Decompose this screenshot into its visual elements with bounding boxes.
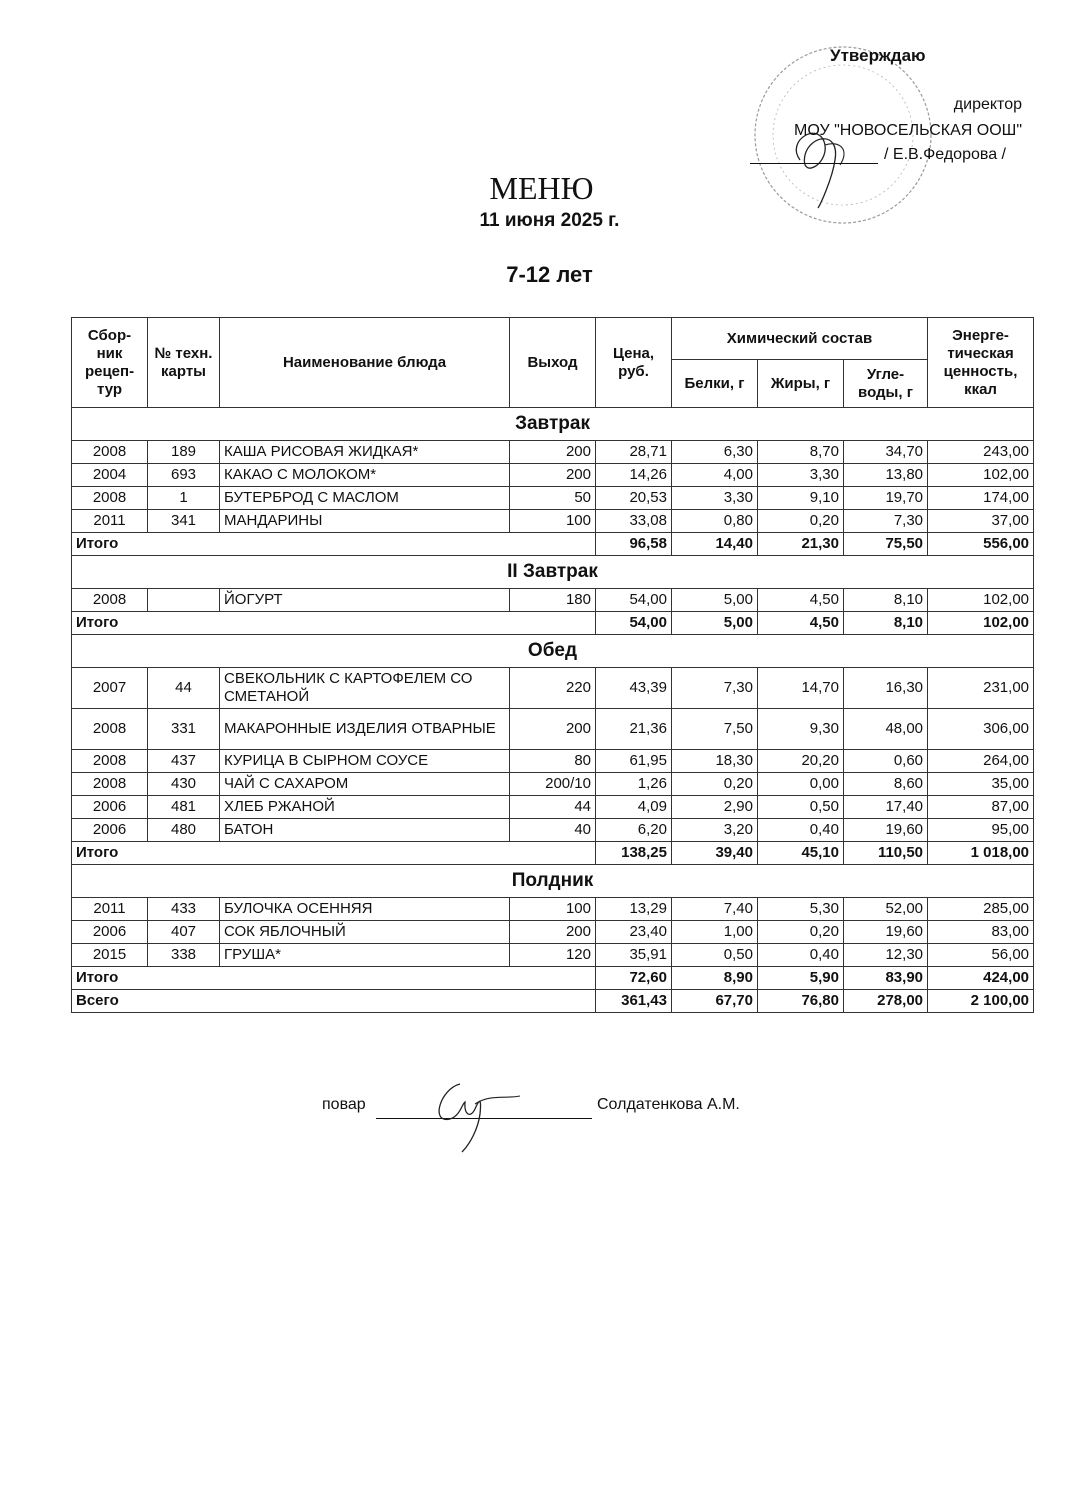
total-fat: 4,50: [758, 612, 844, 635]
cell-fat: 0,20: [758, 510, 844, 533]
col-protein: Белки, г: [672, 360, 758, 408]
cell-card: 430: [148, 773, 220, 796]
cell-fat: 8,70: [758, 441, 844, 464]
cell-dish: СОК ЯБЛОЧНЫЙ: [220, 921, 510, 944]
cell-collection: 2006: [72, 921, 148, 944]
cook-name: Солдатенкова А.М.: [597, 1096, 740, 1113]
cell-yield: 100: [510, 898, 596, 921]
cell-card: [148, 589, 220, 612]
total-label: Итого: [72, 842, 596, 865]
cell-protein: 3,20: [672, 819, 758, 842]
cell-protein: 7,40: [672, 898, 758, 921]
col-energy: Энерге-тическая ценность, ккал: [928, 318, 1034, 408]
table-row: [72, 487, 1034, 510]
cell-energy: 83,00: [928, 921, 1034, 944]
cell-protein: 2,90: [672, 796, 758, 819]
cell-card: 189: [148, 441, 220, 464]
cell-protein: 3,30: [672, 487, 758, 510]
cook-role: повар: [322, 1096, 366, 1113]
grand-total-fat: 76,80: [758, 990, 844, 1013]
total-price: 138,25: [596, 842, 672, 865]
table-row: [72, 819, 1034, 842]
cell-fat: 0,40: [758, 819, 844, 842]
table-row: [72, 898, 1034, 921]
table-row: [72, 510, 1034, 533]
total-protein: 14,40: [672, 533, 758, 556]
cell-card: 1: [148, 487, 220, 510]
cell-yield: 50: [510, 487, 596, 510]
cell-yield: 180: [510, 589, 596, 612]
total-price: 72,60: [596, 967, 672, 990]
cell-price: 6,20: [596, 819, 672, 842]
cell-yield: 200: [510, 441, 596, 464]
cell-energy: 102,00: [928, 589, 1034, 612]
total-carbs: 83,90: [844, 967, 928, 990]
table-row: [72, 441, 1034, 464]
cell-energy: 95,00: [928, 819, 1034, 842]
cell-energy: 243,00: [928, 441, 1034, 464]
cell-fat: 0,50: [758, 796, 844, 819]
cell-price: 13,29: [596, 898, 672, 921]
cell-price: 23,40: [596, 921, 672, 944]
cell-price: 43,39: [596, 668, 672, 709]
cell-yield: 120: [510, 944, 596, 967]
table-row: [72, 796, 1034, 819]
section-title: Обед: [72, 635, 1034, 668]
cell-card: 407: [148, 921, 220, 944]
total-carbs: 110,50: [844, 842, 928, 865]
cook-signature: [420, 1074, 530, 1154]
menu-body: [72, 408, 1034, 1013]
total-price: 54,00: [596, 612, 672, 635]
cell-yield: 220: [510, 668, 596, 709]
table-row: [72, 464, 1034, 487]
table-row: [72, 773, 1034, 796]
cell-yield: 200: [510, 921, 596, 944]
cell-dish: ЙОГУРТ: [220, 589, 510, 612]
cell-collection: 2008: [72, 441, 148, 464]
cell-price: 61,95: [596, 750, 672, 773]
cell-dish: КУРИЦА В СЫРНОМ СОУСЕ: [220, 750, 510, 773]
cell-fat: 9,30: [758, 709, 844, 750]
grand-total-protein: 67,70: [672, 990, 758, 1013]
table-row: [72, 589, 1034, 612]
approval-name: / Е.В.Федорова /: [884, 146, 1006, 163]
total-fat: 5,90: [758, 967, 844, 990]
cell-collection: 2008: [72, 589, 148, 612]
total-energy: 424,00: [928, 967, 1034, 990]
cell-yield: 40: [510, 819, 596, 842]
table-row: [72, 944, 1034, 967]
cell-energy: 174,00: [928, 487, 1034, 510]
grand-total-label: Всего: [72, 990, 596, 1013]
menu-date: 11 июня 2025 г.: [479, 210, 620, 231]
cell-price: 20,53: [596, 487, 672, 510]
cell-card: 331: [148, 709, 220, 750]
cell-energy: 37,00: [928, 510, 1034, 533]
cell-collection: 2007: [72, 668, 148, 709]
cell-fat: 4,50: [758, 589, 844, 612]
cell-collection: 2008: [72, 487, 148, 510]
total-label: Итого: [72, 967, 596, 990]
total-row: [72, 612, 1034, 635]
cell-dish: МАНДАРИНЫ: [220, 510, 510, 533]
cell-protein: 5,00: [672, 589, 758, 612]
total-row: [72, 533, 1034, 556]
cell-collection: 2015: [72, 944, 148, 967]
cell-collection: 2008: [72, 750, 148, 773]
cell-card: 481: [148, 796, 220, 819]
cell-dish: ХЛЕБ РЖАНОЙ: [220, 796, 510, 819]
cell-energy: 56,00: [928, 944, 1034, 967]
table-row: [72, 709, 1034, 750]
total-energy: 1 018,00: [928, 842, 1034, 865]
col-chem: Химический состав: [672, 318, 928, 360]
col-carbs: Угле-воды, г: [844, 360, 928, 408]
grand-total-row: [72, 990, 1034, 1013]
col-dish: Наименование блюда: [220, 318, 510, 408]
total-carbs: 75,50: [844, 533, 928, 556]
total-fat: 45,10: [758, 842, 844, 865]
cell-carbs: 19,60: [844, 819, 928, 842]
total-row: [72, 842, 1034, 865]
total-row: [72, 967, 1034, 990]
cell-protein: 6,30: [672, 441, 758, 464]
cell-carbs: 17,40: [844, 796, 928, 819]
cell-collection: 2006: [72, 796, 148, 819]
cell-dish: ЧАЙ С САХАРОМ: [220, 773, 510, 796]
cell-carbs: 7,30: [844, 510, 928, 533]
approval-title: Утверждаю: [830, 46, 926, 65]
cell-yield: 80: [510, 750, 596, 773]
cell-price: 35,91: [596, 944, 672, 967]
col-collection: Сбор-ник рецеп-тур: [72, 318, 148, 408]
cell-protein: 1,00: [672, 921, 758, 944]
page-title: МЕНЮ: [489, 170, 594, 206]
cell-collection: 2006: [72, 819, 148, 842]
col-price: Цена, руб.: [596, 318, 672, 408]
section-header: [72, 865, 1034, 898]
cell-carbs: 8,60: [844, 773, 928, 796]
cell-energy: 306,00: [928, 709, 1034, 750]
total-carbs: 8,10: [844, 612, 928, 635]
total-protein: 8,90: [672, 967, 758, 990]
cell-energy: 264,00: [928, 750, 1034, 773]
grand-total-energy: 2 100,00: [928, 990, 1034, 1013]
cell-dish: МАКАРОННЫЕ ИЗДЕЛИЯ ОТВАРНЫЕ: [220, 709, 510, 750]
cell-carbs: 52,00: [844, 898, 928, 921]
total-energy: 102,00: [928, 612, 1034, 635]
cell-dish: КАША РИСОВАЯ ЖИДКАЯ*: [220, 441, 510, 464]
col-fat: Жиры, г: [758, 360, 844, 408]
cell-protein: 7,30: [672, 668, 758, 709]
cell-collection: 2008: [72, 773, 148, 796]
cell-carbs: 8,10: [844, 589, 928, 612]
cell-fat: 0,00: [758, 773, 844, 796]
signature-line: [750, 149, 878, 164]
section-title: Завтрак: [72, 408, 1034, 441]
cell-fat: 3,30: [758, 464, 844, 487]
cell-carbs: 16,30: [844, 668, 928, 709]
cell-carbs: 0,60: [844, 750, 928, 773]
cell-card: 341: [148, 510, 220, 533]
grand-total-carbs: 278,00: [844, 990, 928, 1013]
age-group: 7-12 лет: [506, 262, 593, 287]
cell-price: 54,00: [596, 589, 672, 612]
cell-fat: 14,70: [758, 668, 844, 709]
cell-energy: 231,00: [928, 668, 1034, 709]
cell-card: 693: [148, 464, 220, 487]
section-header: [72, 556, 1034, 589]
total-label: Итого: [72, 533, 596, 556]
grand-total-price: 361,43: [596, 990, 672, 1013]
cell-dish: КАКАО С МОЛОКОМ*: [220, 464, 510, 487]
cell-dish: СВЕКОЛЬНИК С КАРТОФЕЛЕМ СО СМЕТАНОЙ: [220, 668, 510, 709]
approval-sign-line: [750, 146, 1006, 164]
cell-dish: БАТОН: [220, 819, 510, 842]
approval-role: директор: [953, 96, 1022, 113]
total-label: Итого: [72, 612, 596, 635]
cell-yield: 200: [510, 709, 596, 750]
cell-protein: 4,00: [672, 464, 758, 487]
table-row: [72, 921, 1034, 944]
cell-fat: 20,20: [758, 750, 844, 773]
cell-protein: 7,50: [672, 709, 758, 750]
cell-energy: 87,00: [928, 796, 1034, 819]
cell-price: 4,09: [596, 796, 672, 819]
approval-org: МОУ "НОВОСЕЛЬСКАЯ ООШ": [794, 122, 1022, 139]
menu-table: [71, 317, 1034, 1013]
cell-carbs: 19,70: [844, 487, 928, 510]
cell-protein: 0,50: [672, 944, 758, 967]
cell-carbs: 12,30: [844, 944, 928, 967]
cell-carbs: 13,80: [844, 464, 928, 487]
cell-card: 480: [148, 819, 220, 842]
cell-price: 33,08: [596, 510, 672, 533]
cell-protein: 0,80: [672, 510, 758, 533]
cell-yield: 200: [510, 464, 596, 487]
section-title: II Завтрак: [72, 556, 1034, 589]
cell-collection: 2011: [72, 898, 148, 921]
cell-carbs: 48,00: [844, 709, 928, 750]
cell-fat: 0,20: [758, 921, 844, 944]
cell-protein: 18,30: [672, 750, 758, 773]
section-header: [72, 635, 1034, 668]
total-protein: 39,40: [672, 842, 758, 865]
cell-dish: БУТЕРБРОД С МАСЛОМ: [220, 487, 510, 510]
cell-price: 28,71: [596, 441, 672, 464]
cell-energy: 102,00: [928, 464, 1034, 487]
section-title: Полдник: [72, 865, 1034, 898]
cell-collection: 2008: [72, 709, 148, 750]
cell-yield: 100: [510, 510, 596, 533]
cell-fat: 9,10: [758, 487, 844, 510]
cell-dish: БУЛОЧКА ОСЕННЯЯ: [220, 898, 510, 921]
cell-card: 44: [148, 668, 220, 709]
cell-price: 1,26: [596, 773, 672, 796]
cell-fat: 5,30: [758, 898, 844, 921]
cell-energy: 35,00: [928, 773, 1034, 796]
cell-carbs: 19,60: [844, 921, 928, 944]
cell-card: 437: [148, 750, 220, 773]
total-price: 96,58: [596, 533, 672, 556]
col-yield: Выход: [510, 318, 596, 408]
col-card: № техн. карты: [148, 318, 220, 408]
table-row: [72, 750, 1034, 773]
section-header: [72, 408, 1034, 441]
cell-carbs: 34,70: [844, 441, 928, 464]
cell-collection: 2004: [72, 464, 148, 487]
cell-collection: 2011: [72, 510, 148, 533]
cell-fat: 0,40: [758, 944, 844, 967]
cell-dish: ГРУША*: [220, 944, 510, 967]
cell-price: 21,36: [596, 709, 672, 750]
total-energy: 556,00: [928, 533, 1034, 556]
total-fat: 21,30: [758, 533, 844, 556]
cell-yield: 44: [510, 796, 596, 819]
cell-price: 14,26: [596, 464, 672, 487]
cell-yield: 200/10: [510, 773, 596, 796]
cell-card: 433: [148, 898, 220, 921]
cell-card: 338: [148, 944, 220, 967]
cell-protein: 0,20: [672, 773, 758, 796]
total-protein: 5,00: [672, 612, 758, 635]
table-row: [72, 668, 1034, 709]
cell-energy: 285,00: [928, 898, 1034, 921]
